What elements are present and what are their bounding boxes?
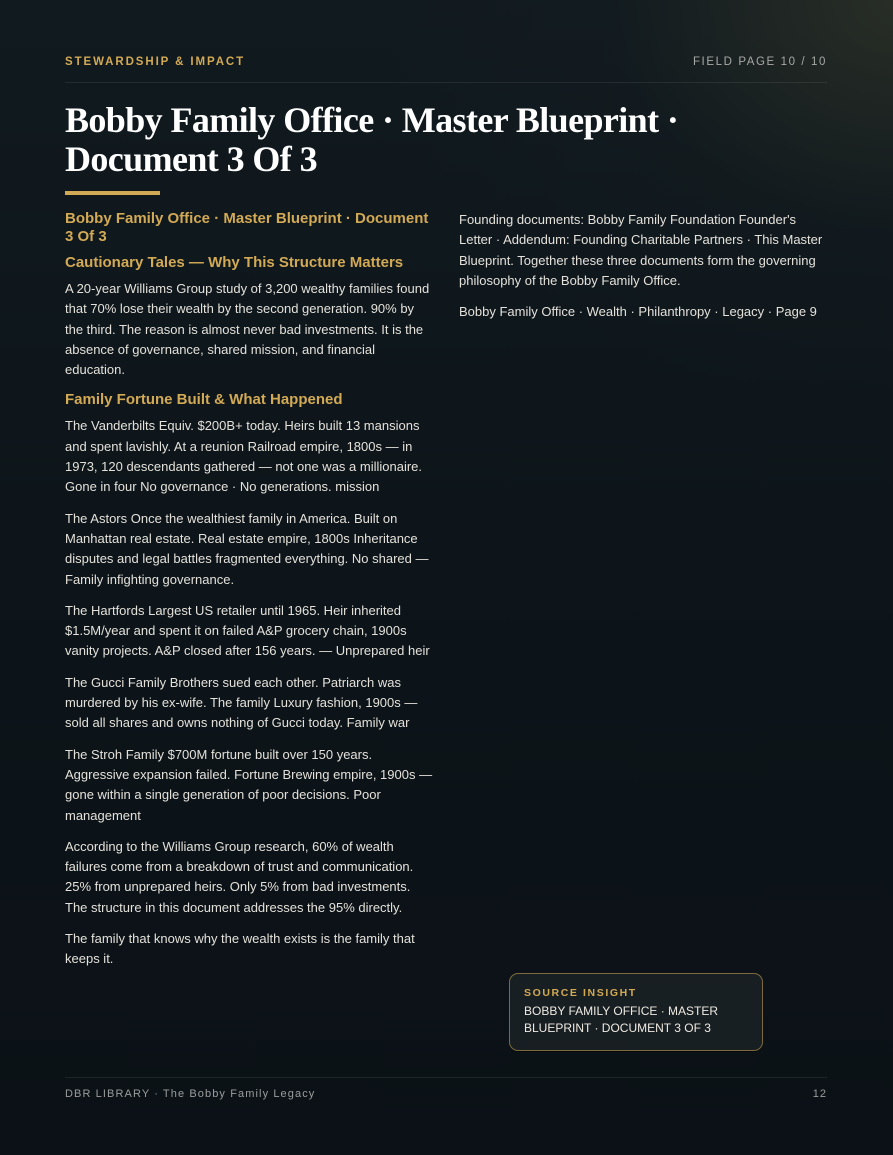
footer-library-label: DBR LIBRARY · The Bobby Family Legacy: [65, 1088, 316, 1100]
founding-documents-paragraph: Founding documents: Bobby Family Foundation Founder's Letter · Addendum: Founding Charitable Partners · This Master Blueprint. Together these three documents form the governing philosophy of the Bobby Family Office.: [459, 212, 823, 288]
cautionary-tales-heading: Cautionary Tales — Why This Structure Matters: [65, 254, 404, 271]
document-page: [65, 0, 827, 1155]
research-paragraph: According to the Williams Group research, 60% of wealth failures come from a breakdown of trust and communication. 25% from unprepared heirs. Only 5% from bad investments. The structure in this document addresses the 95% directly.: [65, 838, 414, 915]
title-underline: [65, 191, 160, 195]
page-footer: [65, 1077, 827, 1108]
right-column: [459, 210, 827, 333]
document-title: Bobby Family Office · Master Blueprint · Document 3 Of 3: [65, 100, 679, 179]
hartfords-paragraph: The Hartfords Largest US retailer until 1965. Heir inherited $1.5M/year and spent it on failed A&P grocery chain, 1900s vanity projects. A&P closed after 156 years. — Unprepared heir: [65, 602, 430, 659]
source-insight-label: SOURCE INSIGHT: [524, 987, 637, 999]
document-subtitle: Bobby Family Office · Master Blueprint · Document 3 Of 3: [65, 210, 429, 245]
vanderbilts-paragraph: The Vanderbilts Equiv. $200B+ today. Heirs built 13 mansions and spent lavishly. At a reunion Railroad empire, 1800s — in 1973, 120 descendants gathered — not one was a millionaire. Gone in four No governance · No generations. mission: [65, 418, 423, 495]
intro-paragraph: A 20-year Williams Group study of 3,200 wealthy families found that 70% lose their wealth by the second generation. 90% by the third. The reason is almost never bad investments. It is the absence of governance, shared mission, and financial education.: [65, 281, 430, 378]
source-insight-text: BOBBY FAMILY OFFICE · MASTER BLUEPRINT · DOCUMENT 3 OF 3: [524, 1004, 719, 1035]
office-tagline: Bobby Family Office · Wealth · Philanthropy · Legacy · Page 9: [459, 304, 817, 320]
source-insight-card: [509, 973, 763, 1051]
family-fortune-heading: Family Fortune Built & What Happened: [65, 391, 343, 409]
left-column: [65, 210, 435, 981]
stroh-paragraph: The Stroh Family $700M fortune built over 150 years. Aggressive expansion failed. Fortune Brewing empire, 1900s — gone within a single generation of poor decisions. Poor management: [65, 746, 433, 823]
closing-paragraph: The family that knows why the wealth exists is the family that keeps it.: [65, 931, 415, 967]
gucci-paragraph: The Gucci Family Brothers sued each other. Patriarch was murdered by his ex-wife. The family Luxury fashion, 1900s — sold all shares and owns nothing of Gucci today. Family war: [65, 674, 418, 731]
footer-page-number: 12: [812, 1088, 827, 1100]
astors-paragraph: The Astors Once the wealthiest family in America. Built on Manhattan real estate. Real estate empire, 1800s Inheritance disputes and legal battles fragmented everything. No shared — Family infighting governance.: [65, 510, 429, 587]
page-counter: FIELD PAGE 10 / 10: [692, 56, 827, 68]
page-header: [65, 56, 827, 83]
section-label: STEWARDSHIP & IMPACT: [65, 56, 246, 68]
